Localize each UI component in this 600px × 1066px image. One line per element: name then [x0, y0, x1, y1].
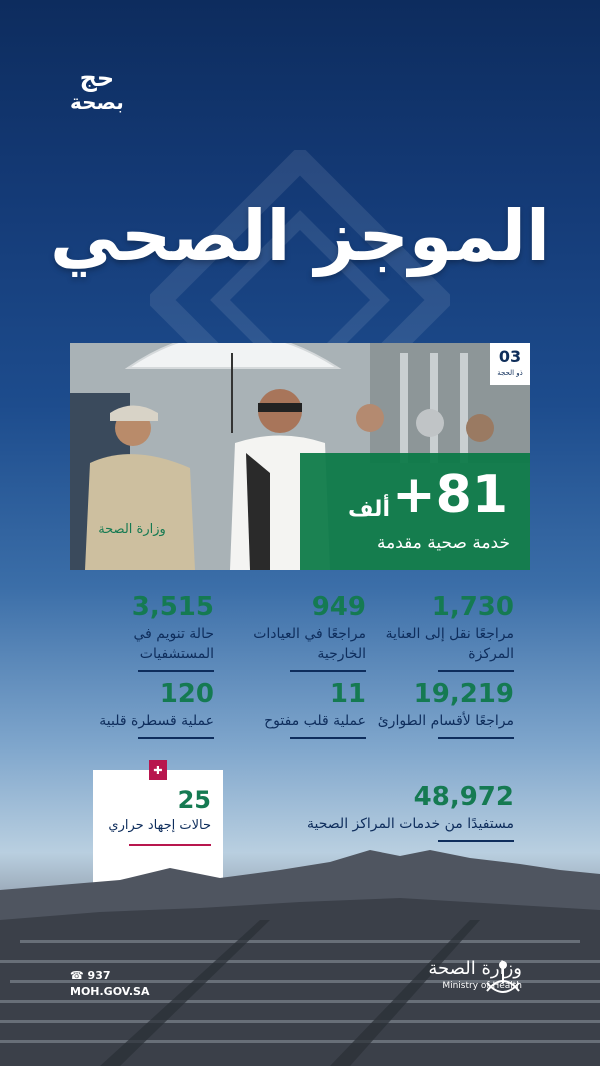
stat-label: حالة تنويم في المستشفيات	[133, 625, 214, 662]
stat-divider	[438, 670, 514, 672]
logo-line-2: بصحة	[70, 90, 124, 114]
stat-divider	[438, 737, 514, 739]
headline-unit: ألف	[347, 497, 390, 522]
card-value: 25	[177, 786, 211, 814]
date-day: 03	[498, 347, 522, 366]
hajj-health-logo	[70, 66, 124, 112]
stat-icu-transfers	[364, 593, 514, 672]
stat-value: 48,972	[413, 782, 514, 812]
stat-label: مستفيدًا من خدمات المراكز الصحية	[307, 815, 514, 832]
phone-number[interactable]: 937	[87, 969, 111, 982]
date-month: ذو الحجة	[497, 369, 523, 377]
stat-label: عملية قلب مفتوح	[264, 712, 366, 729]
ministry-name-ar: وزارة الصحة	[428, 958, 522, 979]
stat-value: 11	[329, 679, 366, 709]
stat-cardiac-cath	[64, 680, 214, 739]
ministry-logo	[428, 958, 522, 991]
stat-value: 120	[159, 679, 214, 709]
stat-label: مراجعًا لأقسام الطوارئ	[377, 712, 514, 729]
stat-outpatient	[216, 593, 366, 672]
stat-divider	[138, 670, 214, 672]
website-link[interactable]: MOH.GOV.SA	[70, 984, 150, 998]
date-badge	[490, 343, 530, 385]
stat-divider	[138, 737, 214, 739]
footer-contact	[70, 968, 149, 1000]
stat-value: 1,730	[431, 592, 514, 622]
stat-open-heart	[216, 680, 366, 739]
logo-line-1: حج	[79, 64, 115, 92]
headline-value: +81	[392, 465, 508, 525]
stat-value: 3,515	[131, 592, 214, 622]
stat-divider	[290, 670, 366, 672]
stat-divider	[290, 737, 366, 739]
stat-hospital-admissions	[64, 593, 214, 672]
vest-logo-text: وزارة الصحة	[98, 522, 166, 537]
page-title: الموجز الصحي	[50, 195, 550, 277]
headline-caption: خدمة صحية مقدمة	[377, 533, 510, 553]
phone-icon: ☎	[70, 969, 84, 982]
medical-cross-icon: ✚	[149, 760, 167, 780]
stat-label: مراجعًا نقل إلى العناية المركزة	[385, 625, 514, 662]
stat-label: مراجعًا في العيادات الخارجية	[253, 625, 366, 662]
stat-value: 19,219	[413, 679, 514, 709]
stat-label: عملية قسطرة قلبية	[99, 712, 214, 729]
card-label: حالات إجهاد حراري	[108, 818, 211, 833]
phone-line	[70, 968, 149, 984]
stat-value: 949	[311, 592, 366, 622]
stat-emergency	[364, 680, 514, 739]
headline-box	[300, 453, 530, 570]
card-divider	[129, 844, 211, 846]
ministry-name-en: Ministry of Health	[442, 981, 522, 991]
stat-divider	[438, 840, 514, 842]
stat-health-centers	[284, 783, 514, 842]
